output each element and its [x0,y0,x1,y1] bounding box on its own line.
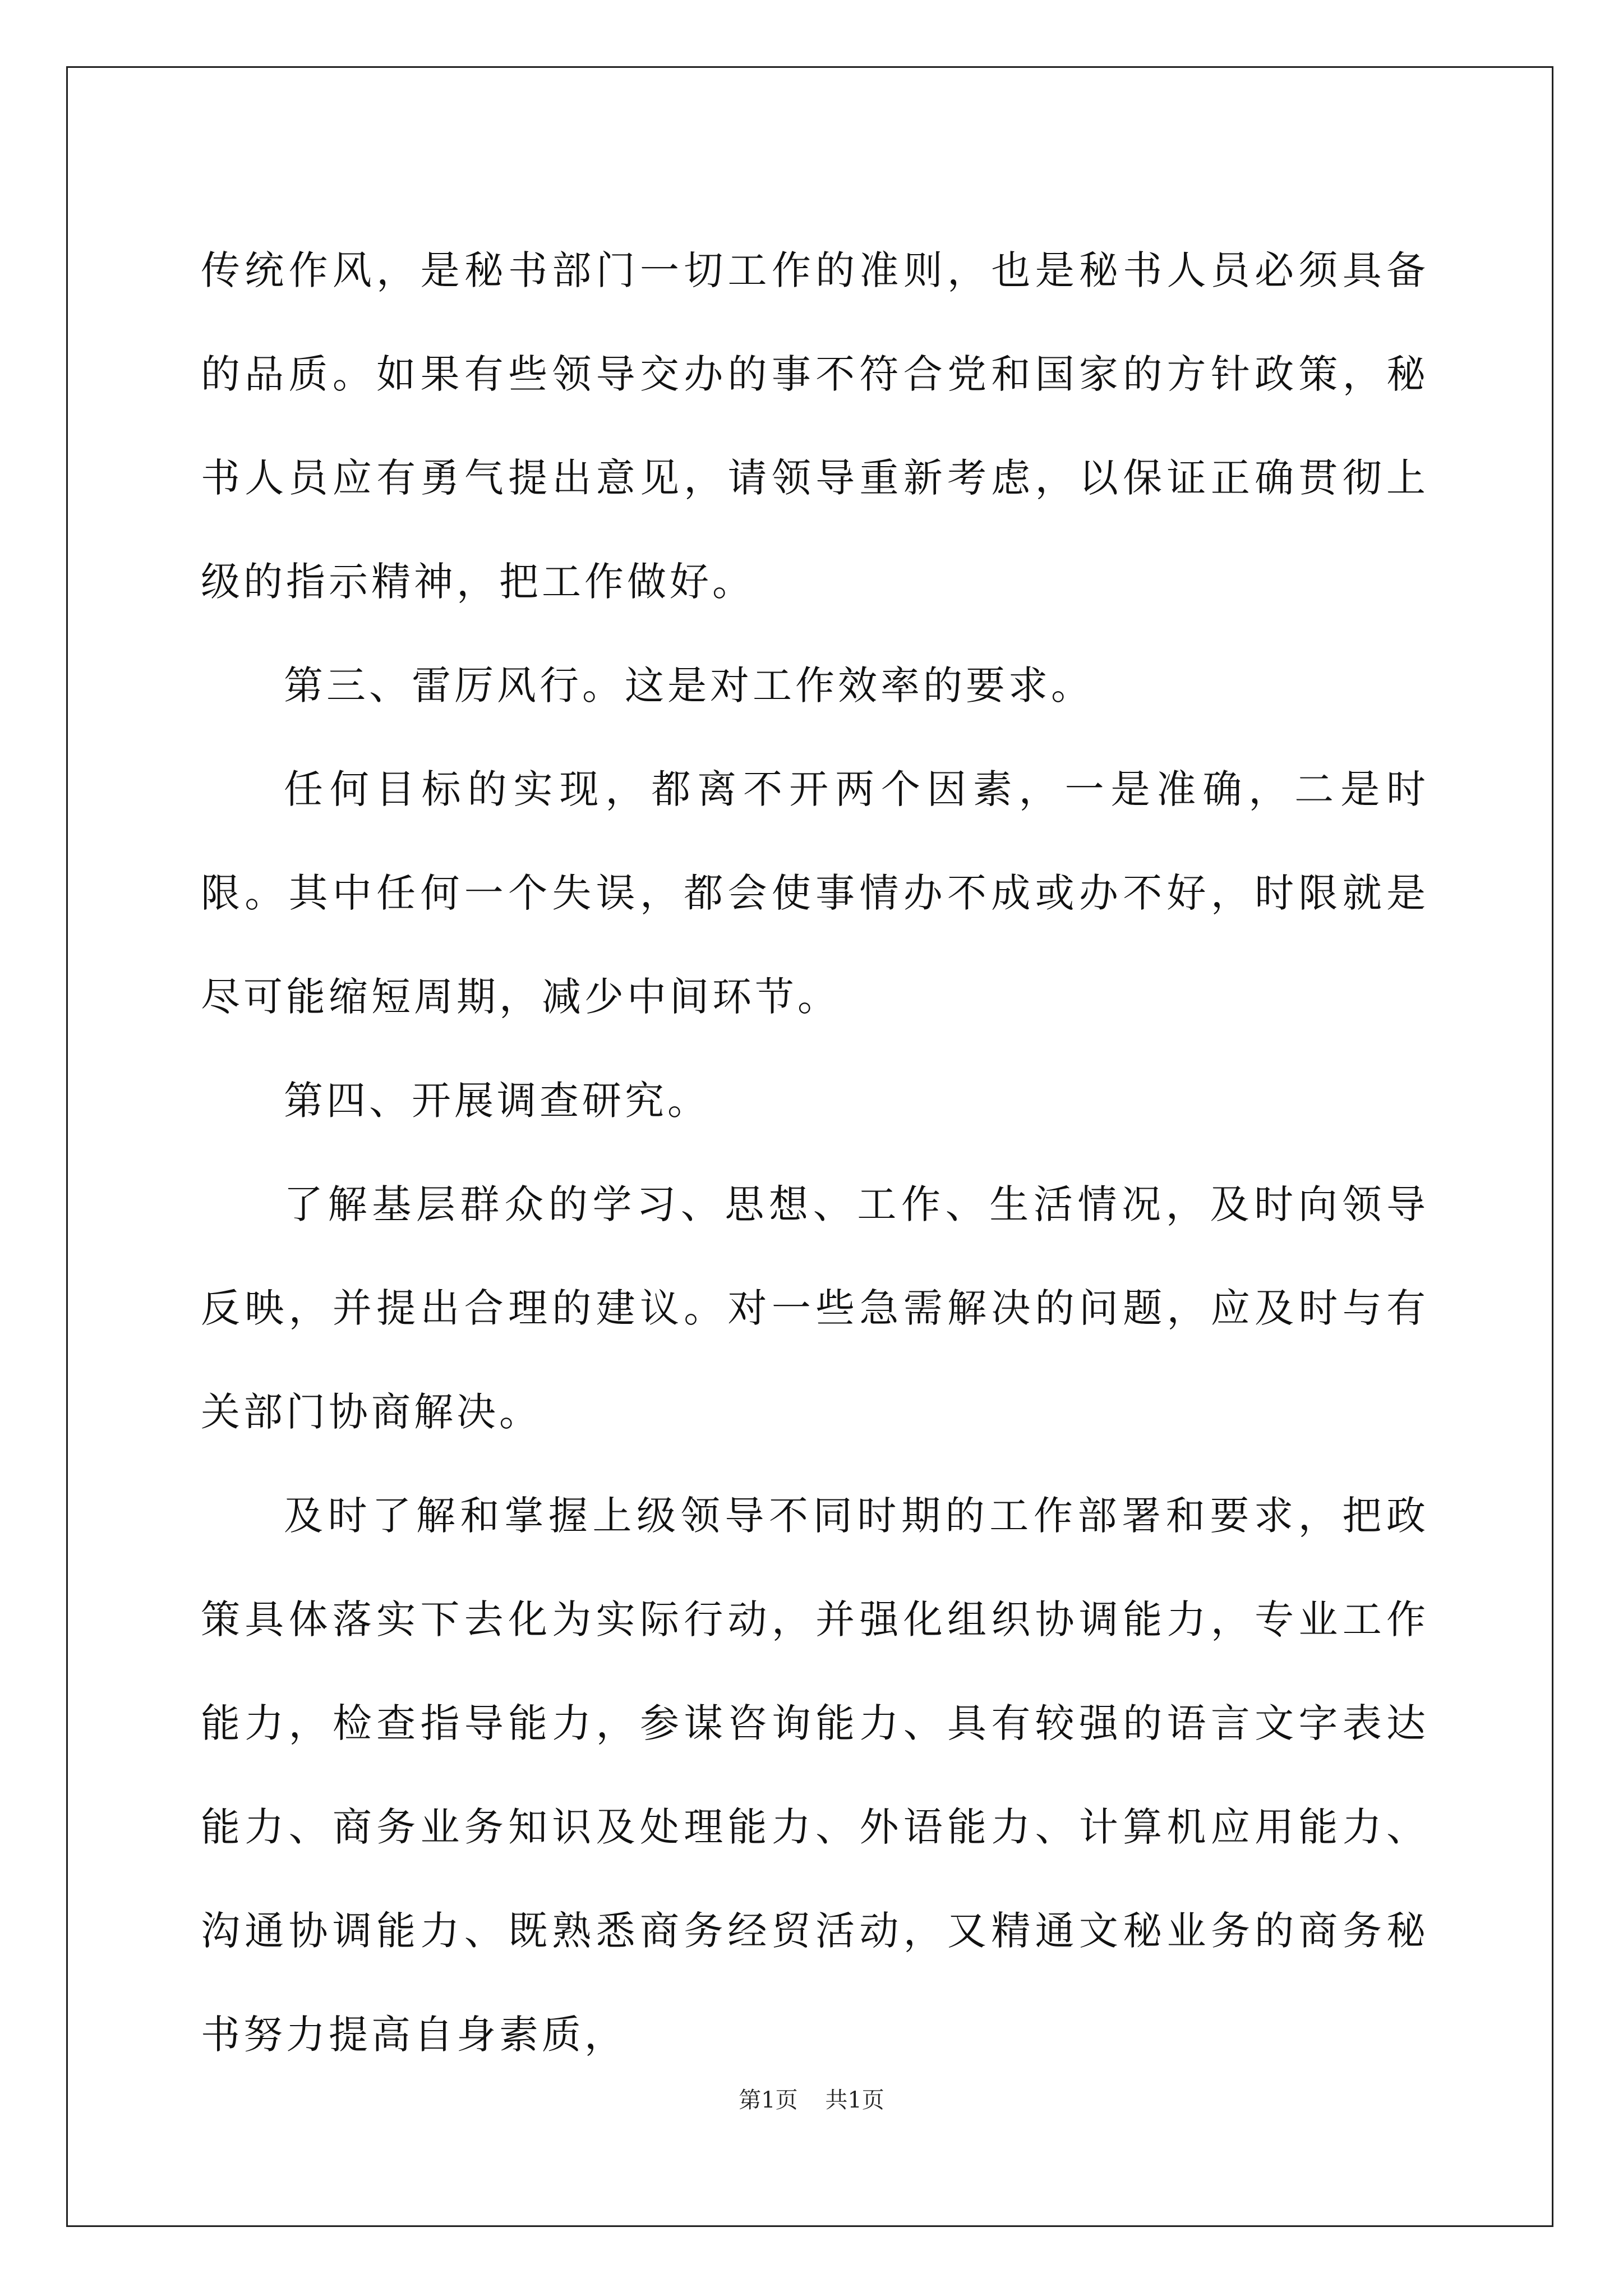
paragraph-2: 第三、雷厉风行。这是对工作效率的要求。 [284,662,1094,708]
paragraph-6: 及时了解和掌握上级领导不同时期的工作部署和要求，把政策具体落实下去化为实际行动，并强化组织协调能力，专业工作能力，检查指导能力，参谋咨询能力、具有较强的语言文字表达能力、商务业务知识及处理能力、外语能力、计算机应用能力、沟通协调能力、既熟悉商务经贸活动，又精通文秘业务的商务秘书努力提高自身素质， [201,1493,1429,2058]
paragraph-1: 传统作风，是秘书部门一切工作的准则，也是秘书人员必须具备的品质。如果有些领导交办的事不符合党和国家的方针政策，秘书人员应有勇气提出意见，请领导重新考虑，以保证正确贯彻上级的指示精神，把工作做好。 [201,247,1429,605]
page-number: 第1页 [739,2087,798,2113]
document-body [201,219,1429,2087]
paragraph-5: 了解基层群众的学习、思想、工作、生活情况，及时向领导反映，并提出合理的建议。对一些急需解决的问题，应及时与有关部门协商解决。 [201,1181,1429,1435]
paragraph-4: 第四、开展调查研究。 [284,1078,710,1124]
paragraph-3: 任何目标的实现，都离不开两个因素，一是准确，二是时限。其中任何一个失误，都会使事情办不成或办不好，时限就是尽可能缩短周期，减少中间环节。 [201,766,1429,1020]
page-total: 共1页 [825,2087,884,2113]
page-footer [0,2082,1623,2114]
